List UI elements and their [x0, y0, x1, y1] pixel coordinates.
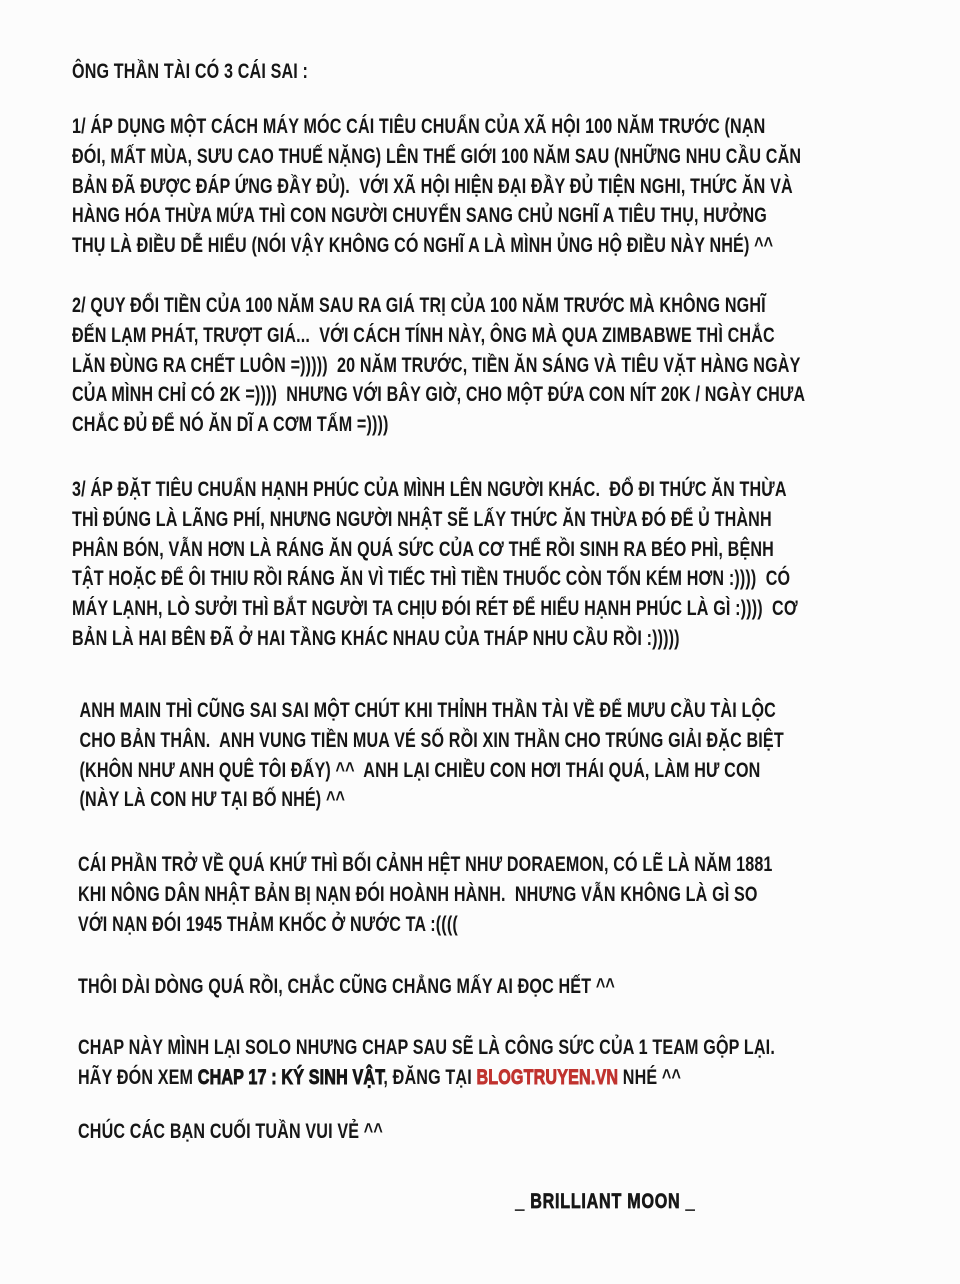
text-line: KHI NÔNG DÂN NHẬT BẢN BỊ NẠN ĐÓI HOÀNH HÀNH. NHƯNG VẪN KHÔNG LÀ GÌ SO: [78, 881, 758, 906]
text-line: [78, 1063, 775, 1093]
text-line: (KHÔN NHƯ ANH QUÊ TÔI ĐẤY) ^^ ANH LẠI CHIỀU CON HƠI THÁI QUÁ, LÀM HƯ CON: [79, 757, 761, 782]
text-line: MÁY LẠNH, LÒ SƯỞI THÌ BẮT NGƯỜI TA CHỊU ĐÓI RÉT ĐỂ HIỂU HẠNH PHÚC LÀ GÌ :)))) CƠ: [72, 596, 798, 621]
text-line: 3/ ÁP ĐẶT TIÊU CHUẨN HẠNH PHÚC CỦA MÌNH LÊN NGƯỜI KHÁC. ĐỔ ĐI THỨC ĂN THỪA: [72, 477, 787, 501]
text-line: BẢN LÀ HAI BÊN ĐÃ Ở HAI TẦNG KHÁC NHAU CỦA THÁP NHU CẦU RỒI :))))): [72, 625, 680, 650]
note-title: ÔNG THẦN TÀI CÓ 3 CÁI SAI :: [72, 59, 309, 83]
text-line: 1/ ÁP DỤNG MỘT CÁCH MÁY MÓC CÁI TIÊU CHUẨN CỦA XÃ HỘI 100 NĂM TRƯỚC (NẠN: [72, 114, 766, 138]
paragraph-p5: [78, 850, 773, 939]
text-line: THỤ LÀ ĐIỀU DỄ HIỂU (NÓI VẬY KHÔNG CÓ NGHĨ A LÀ MÌNH ỦNG HỘ ĐIỀU NÀY NHÉ) ^^: [72, 233, 774, 258]
note-content: [72, 0, 960, 1284]
signature-text: _ BRILLIANT MOON _: [515, 1189, 696, 1213]
text-line: CỦA MÌNH CHỈ CÓ 2K =)))) NHƯNG VỚI BÂY GIỜ, CHO MỘT ĐỨA CON NÍT 20K / NGÀY CHƯA: [72, 382, 806, 407]
paragraph-p3: [72, 475, 798, 654]
paragraph-p4: [80, 696, 784, 815]
paragraph-p7: [78, 1033, 775, 1093]
text-line: BẢN ĐÃ ĐƯỢC ĐÁP ỨNG ĐẦY ĐỦ). VỚI XÃ HỘI HIỆN ĐẠI ĐẦY ĐỦ TIỆN NGHI, THỨC ĂN VÀ: [72, 173, 793, 198]
text-line: HÀNG HÓA THỪA MỨA THÌ CON NGƯỜI CHUYỂN SANG CHỦ NGHĨ A TIÊU THỤ, HƯỞNG: [72, 203, 768, 228]
text-segment: NHÉ ^^: [618, 1064, 682, 1089]
text-line: ĐẾN LẠM PHÁT, TRƯỢT GIÁ... VỚI CÁCH TÍNH NÀY, ÔNG MÀ QUA ZIMBABWE THÌ CHẮC: [72, 322, 775, 347]
text-line: THÔI DÀI DÒNG QUÁ RỒI, CHẮC CŨNG CHẲNG MẤY AI ĐỌC HẾT ^^: [78, 974, 615, 998]
text-line: CHÚC CÁC BẠN CUỐI TUẦN VUI VẺ ^^: [78, 1119, 383, 1143]
paragraph-p8: [78, 1117, 383, 1147]
text-line: CHO BẢN THÂN. ANH VUNG TIỀN MUA VÉ SỐ RỒI XIN THẦN CHO TRÚNG GIẢI ĐẶC BIỆT: [79, 727, 784, 752]
blogtruyen-site-name: BLOGTRUYEN.VN: [476, 1064, 619, 1089]
paragraph-p2: [72, 291, 805, 440]
text-line: (NÀY LÀ CON HƯ TẠI BỐ NHÉ) ^^: [79, 787, 346, 812]
text-line: TẬT HOẶC ĐỂ ÔI THIU RỒI RÁNG ĂN VÌ TIẾC THÌ TIỀN THUỐC CÒN TỐN KÉM HƠN :)))) CÓ: [72, 566, 791, 591]
text-line: VỚI NẠN ĐÓI 1945 THẢM KHỐC Ở NƯỚC TA :((((: [78, 911, 458, 936]
text-line: THÌ ĐÚNG LÀ LÃNG PHÍ, NHƯNG NGƯỜI NHẬT SẼ LẤY THỨC ĂN THỪA ĐÓ ĐỂ Ủ THÀNH: [72, 506, 772, 531]
text-line: PHÂN BÓN, VẪN HƠN LÀ RÁNG ĂN QUÁ SỨC CỦA CƠ THỂ RỒI SINH RA BÉO PHÌ, BỆNH: [72, 536, 774, 561]
text-line: CÁI PHẦN TRỞ VỀ QUÁ KHỨ THÌ BỐI CẢNH HỆT NHƯ DORAEMON, CÓ LẼ LÀ NĂM 1881: [78, 852, 773, 876]
text-line: ANH MAIN THÌ CŨNG SAI SAI MỘT CHÚT KHI THỈNH THẦN TÀI VỀ ĐỂ MƯU CẦU TÀI LỘC: [79, 698, 776, 722]
text-segment: , ĐĂNG TẠI: [383, 1064, 477, 1089]
paragraph-p6: [78, 972, 615, 1002]
signature: [515, 1187, 695, 1217]
paragraph-p1: [72, 112, 801, 261]
next-chapter-title: CHAP 17 : KÝ SINH VẬT: [197, 1064, 384, 1089]
text-line: ĐÓI, MẤT MÙA, SƯU CAO THUẾ NẶNG) LÊN THẾ GIỚI 100 NĂM SAU (NHỮNG NHU CẦU CĂN: [72, 143, 802, 168]
text-line: CHAP NÀY MÌNH LẠI SOLO NHƯNG CHAP SAU SẼ LÀ CÔNG SỨC CỦA 1 TEAM GỘP LẠI.: [78, 1035, 775, 1059]
text-line: LĂN ĐÙNG RA CHẾT LUÔN =))))) 20 NĂM TRƯỚC, TIỀN ĂN SÁNG VÀ TIÊU VẶT HÀNG NGÀY: [72, 352, 801, 377]
text-line: CHẮC ĐỦ ĐỂ NÓ ĂN DĨ A CƠM TẤM =)))): [72, 412, 389, 437]
text-segment: HÃY ĐÓN XEM: [78, 1064, 198, 1089]
text-line: 2/ QUY ĐỔI TIỀN CỦA 100 NĂM SAU RA GIÁ TRỊ CỦA 100 NĂM TRƯỚC MÀ KHÔNG NGHĨ: [72, 293, 766, 317]
